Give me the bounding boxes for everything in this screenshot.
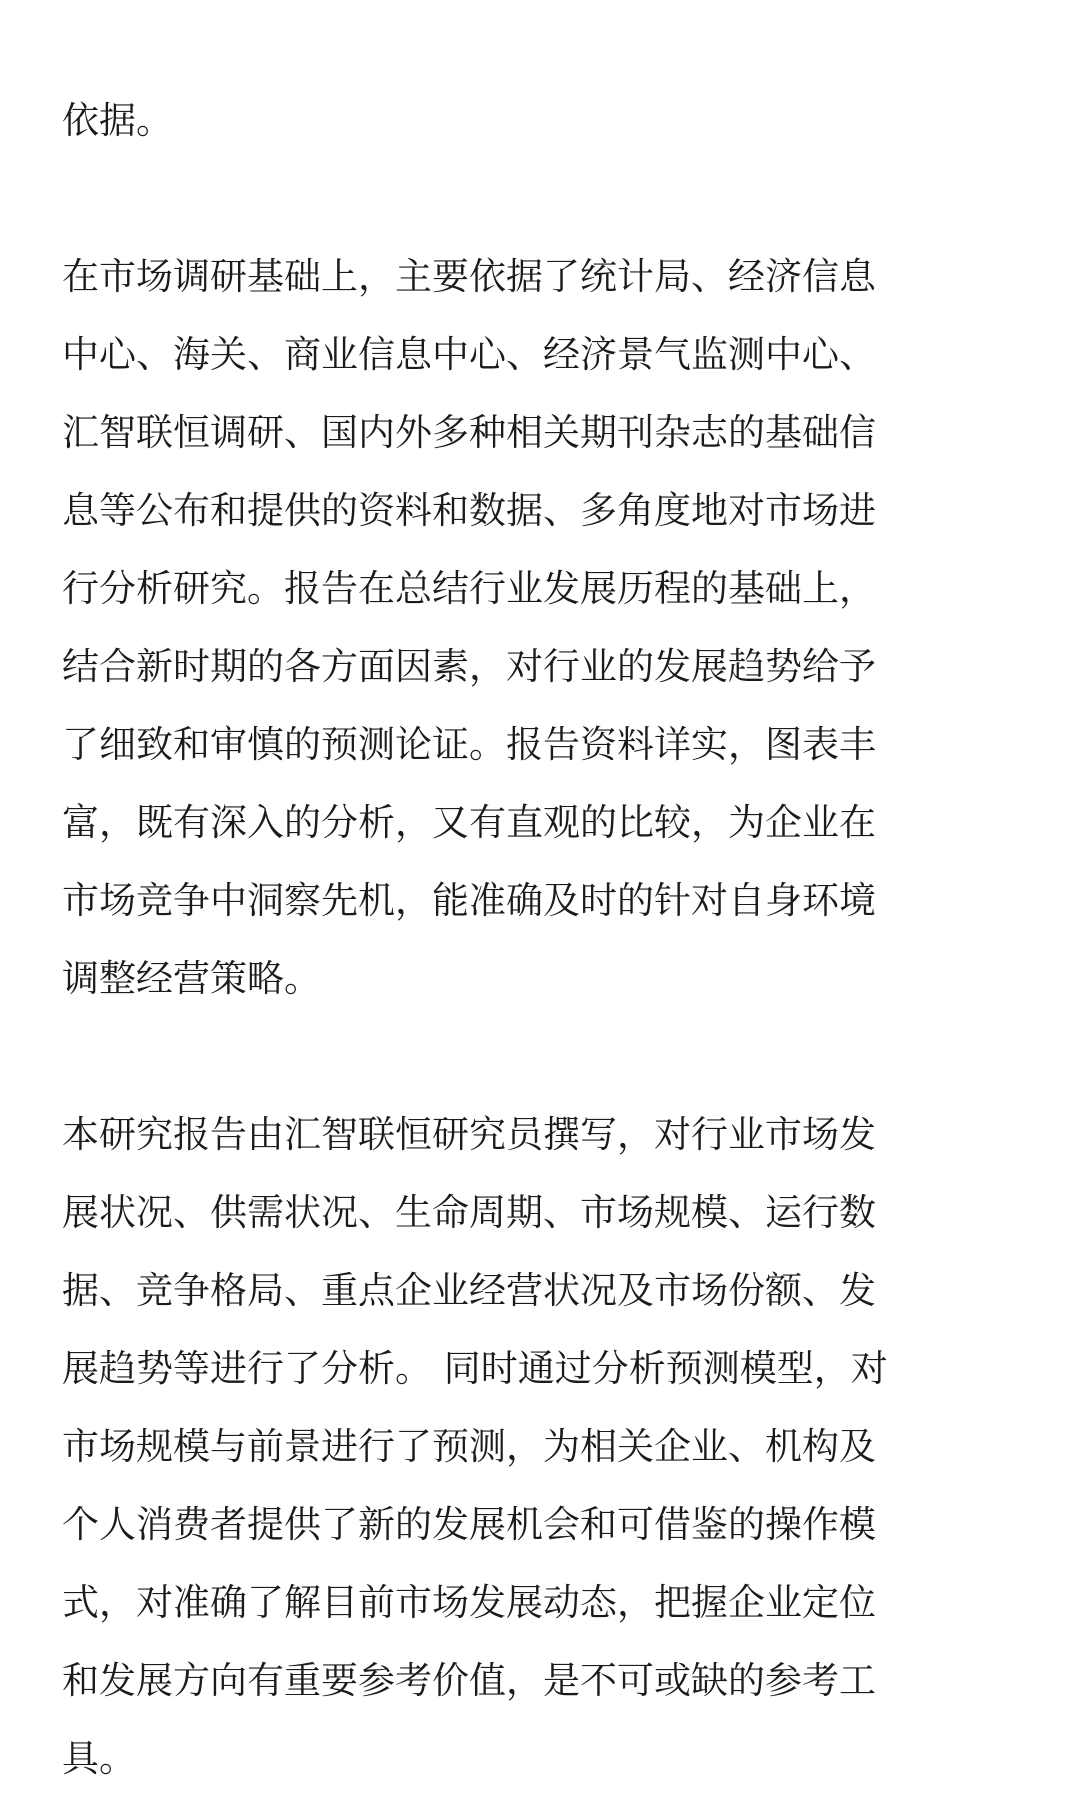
text-line: 和发展方向有重要参考价值，是不可或缺的参考工 xyxy=(62,1659,876,1702)
text-line: 在市场调研基础上，主要依据了统计局、经济信息 xyxy=(62,255,876,298)
text-line: 调整经营策略。 xyxy=(62,957,321,1000)
paragraph-methodology xyxy=(62,238,1022,1018)
text-line: 富，既有深入的分析，又有直观的比较，为企业在 xyxy=(62,801,876,844)
text-line: 式，对准确了解目前市场发展动态，把握企业定位 xyxy=(62,1581,876,1624)
text-line: 行分析研究。报告在总结行业发展历程的基础上， xyxy=(62,567,876,610)
paragraph-intro-tail xyxy=(62,82,1022,160)
text-line: 个人消费者提供了新的发展机会和可借鉴的操作模 xyxy=(62,1503,876,1546)
text-line: 展趋势等进行了分析。 同时通过分析预测模型，对 xyxy=(62,1347,888,1390)
text-line: 息等公布和提供的资料和数据、多角度地对市场进 xyxy=(62,489,876,532)
text-line: 具。 xyxy=(62,1737,136,1780)
article-body xyxy=(62,82,1022,1798)
paragraph-report-summary xyxy=(62,1096,1022,1798)
text-line: 了细致和审慎的预测论证。报告资料详实，图表丰 xyxy=(62,723,876,766)
text-line: 市场竞争中洞察先机，能准确及时的针对自身环境 xyxy=(62,879,876,922)
text-line: 中心、海关、商业信息中心、经济景气监测中心、 xyxy=(62,333,876,376)
text-line: 汇智联恒调研、国内外多种相关期刊杂志的基础信 xyxy=(62,411,876,454)
text-line: 结合新时期的各方面因素，对行业的发展趋势给予 xyxy=(62,645,876,688)
text-line: 展状况、供需状况、生命周期、市场规模、运行数 xyxy=(62,1191,876,1234)
paragraph-gap xyxy=(62,160,1022,238)
paragraph-gap xyxy=(62,1018,1022,1096)
text-line: 本研究报告由汇智联恒研究员撰写，对行业市场发 xyxy=(62,1113,876,1156)
text-line: 市场规模与前景进行了预测，为相关企业、机构及 xyxy=(62,1425,876,1468)
text-line: 据、竞争格局、重点企业经营状况及市场份额、发 xyxy=(62,1269,876,1312)
text-line: 依据。 xyxy=(62,99,173,142)
